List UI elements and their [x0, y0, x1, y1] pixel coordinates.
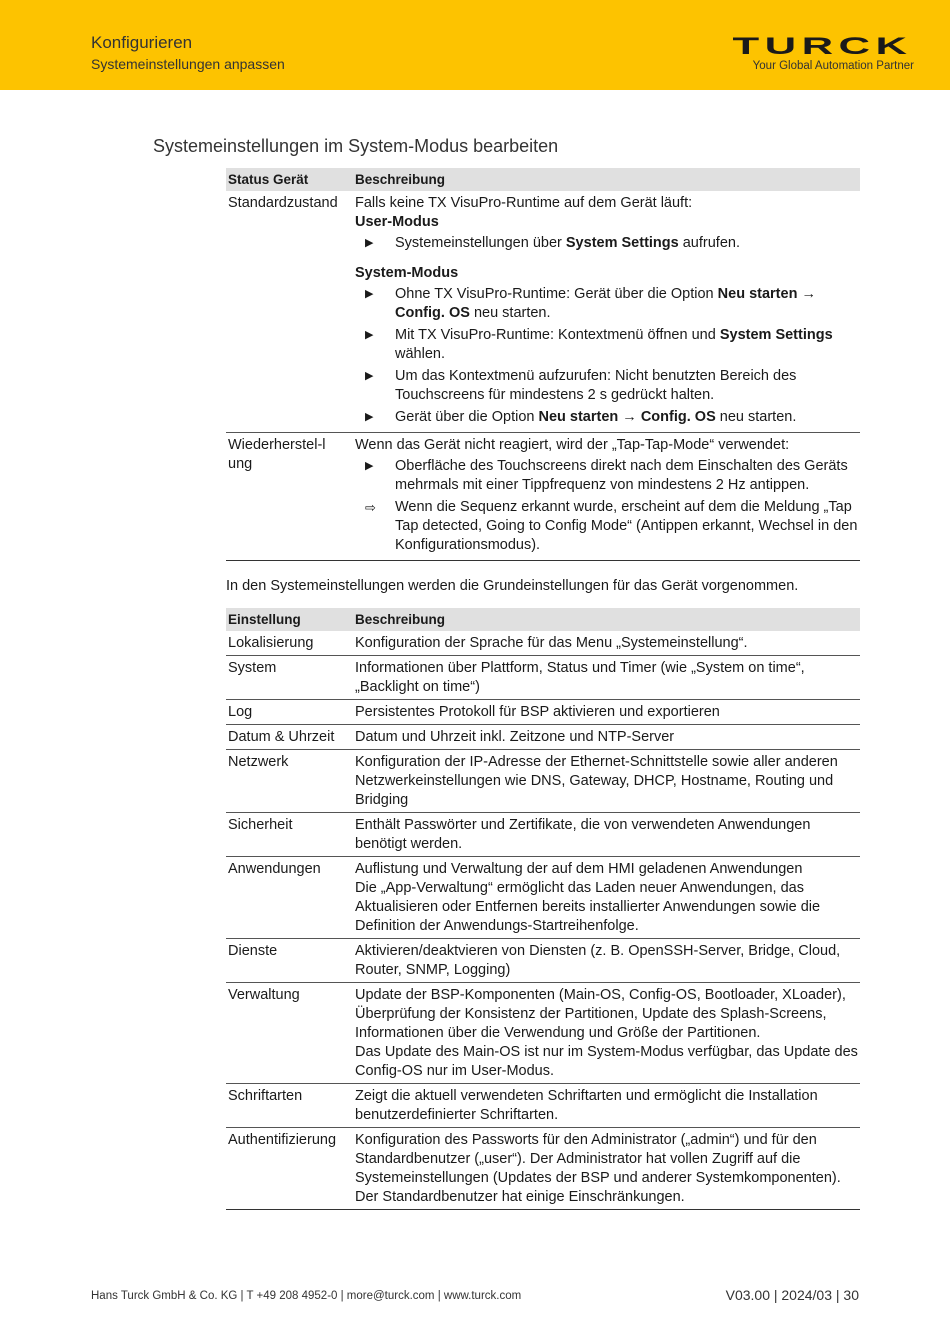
setting-name-cell: Dienste — [228, 943, 278, 959]
setting-name-cell: Netzwerk — [228, 754, 289, 770]
header-setting: Einstellung — [228, 612, 301, 627]
user-mode-heading: User-Modus — [355, 214, 439, 230]
triangle-bullet-icon: ▶ — [365, 288, 374, 300]
table-row — [226, 1084, 860, 1128]
setting-name-cell: System — [228, 660, 277, 676]
setting-description-cell: Zeigt die aktuell verwendeten Schriftarten und ermöglicht die Installation benutzerdefinierter Schriftarten. — [355, 1088, 818, 1123]
setting-description-cell: Konfiguration des Passworts für den Administrator („admin“) und für den Standardbenutzer („user“). Der Administrator hat vollen Zugriff auf die Systemeinstellungen (Updates der BSP und anderer Systemkomponenten). Der Standardbenutzer hat einige Einschränkungen. — [355, 1132, 841, 1205]
description-cell — [355, 194, 860, 430]
status-cell: Wiederherstel-lung — [228, 437, 326, 472]
setting-description-cell: Konfiguration der IP-Adresse der Ethernet-Schnittstelle sowie aller anderen Netzwerkeinstellungen wie DNS, Gateway, DHCP, Hostname, Routing und Bridging — [355, 754, 838, 808]
table-row — [226, 813, 860, 857]
row-intro: Falls keine TX VisuPro-Runtime auf dem Gerät läuft: — [355, 195, 693, 211]
description-cell — [355, 436, 860, 558]
section-title: Systemeinstellungen im System-Modus bearbeiten — [153, 136, 559, 156]
list-item: ▶ Mit TX VisuPro-Runtime: Kontextmenü öffnen und System Settings wählen. — [355, 326, 860, 364]
setting-description-cell: Enthält Passwörter und Zertifikate, die von verwendeten Anwendungen benötigt werden. — [355, 817, 811, 852]
setting-name-cell: Anwendungen — [228, 861, 321, 877]
table-row — [226, 700, 860, 725]
table-row — [226, 725, 860, 750]
setting-name-cell: Log — [228, 704, 253, 720]
status-table — [226, 168, 860, 561]
footer-version: V03.00 | 2024/03 | 30 — [725, 1287, 859, 1303]
list-item: ▶ Gerät über die Option Neu starten → Config. OS neu starten. — [355, 408, 860, 427]
list-item: ▶ Um das Kontextmenü aufzurufen: Nicht benutzten Bereich des Touchscreens für mindestens 2 s gedrückt halten. — [355, 367, 860, 405]
table-row — [226, 631, 860, 656]
table-header — [226, 608, 860, 631]
table-row — [226, 191, 860, 433]
list-item: ▶ Systemeinstellungen über System Settings aufrufen. — [355, 234, 860, 253]
setting-name-cell: Sicherheit — [228, 817, 293, 833]
triangle-bullet-icon: ▶ — [365, 370, 374, 382]
svg-text:TURCK: TURCK — [732, 36, 913, 56]
system-mode-heading: System-Modus — [355, 265, 459, 281]
setting-description-cell: Auflistung und Verwaltung der auf dem HMI geladenen Anwendungen Die „App-Verwaltung“ ermöglicht das Laden neuer Anwendungen, das Aktualisieren oder Entfernen bereits installierter Anwendungen sowie die Definition der Anwendungs-Startreihenfolge. — [355, 861, 821, 934]
table-row — [226, 983, 860, 1084]
list-item: ▶ Ohne TX VisuPro-Runtime: Gerät über die Option Neu starten → Config. OS neu starten. — [355, 285, 860, 323]
footer-contact: Hans Turck GmbH & Co. KG | T +49 208 4952-0 | more@turck.com | www.turck.com — [91, 1290, 522, 1302]
table-row — [226, 1128, 860, 1210]
setting-description-cell: Datum und Uhrzeit inkl. Zeitzone und NTP-Server — [355, 729, 675, 745]
header-description: Beschreibung — [355, 612, 446, 627]
setting-name-cell: Authentifizierung — [228, 1132, 337, 1148]
turck-logo — [731, 36, 914, 56]
setting-name-cell: Lokalisierung — [228, 635, 314, 651]
setting-name-cell: Verwaltung — [228, 987, 300, 1003]
table-row — [226, 656, 860, 700]
triangle-bullet-icon: ▶ — [365, 237, 374, 249]
setting-name-cell: Datum & Uhrzeit — [228, 729, 335, 745]
table-row — [226, 750, 860, 813]
page-header — [0, 0, 950, 90]
setting-description-cell: Update der BSP-Komponenten (Main-OS, Config-OS, Bootloader, XLoader), Überprüfung der Konsistenz der Partitionen, Update des Splash-Screens, Informationen über die Verwendung und Größe der Partitionen. Das Update des Main-OS ist nur im System-Modus verfügbar, das Update des Config-OS nur im User-Modus. — [355, 987, 858, 1079]
settings-table — [226, 608, 860, 1210]
setting-description-cell: Aktivieren/deaktvieren von Diensten (z. B. OpenSSH-Server, Bridge, Cloud, Router, SNMP, Logging) — [355, 943, 841, 978]
setting-description-cell: Konfiguration der Sprache für das Menu „Systemeinstellung“. — [355, 635, 748, 651]
table-row — [226, 433, 860, 561]
setting-name-cell: Schriftarten — [228, 1088, 303, 1104]
header-status: Status Gerät — [228, 172, 309, 187]
list-item: ▶ Oberfläche des Touchscreens direkt nach dem Einschalten des Geräts mehrmals mit einer Tippfrequenz von mindestens 2 Hz antippen. — [355, 457, 860, 495]
setting-description-cell: Informationen über Plattform, Status und Timer (wie „System on time“, „Backlight on time“) — [355, 660, 805, 695]
tagline: Your Global Automation Partner — [752, 60, 914, 72]
status-cell: Standardzustand — [228, 195, 338, 211]
result-arrow-icon: ⇨ — [365, 500, 376, 515]
setting-description-cell: Persistentes Protokoll für BSP aktivieren und exportieren — [355, 704, 720, 720]
header-description: Beschreibung — [355, 172, 446, 187]
triangle-bullet-icon: ▶ — [365, 329, 374, 341]
table-header — [226, 168, 860, 191]
triangle-bullet-icon: ▶ — [365, 460, 374, 472]
header-title: Konfigurieren — [91, 33, 193, 52]
intro-text: In den Systemeinstellungen werden die Grundeinstellungen für das Gerät vorgenommen. — [226, 578, 799, 594]
triangle-bullet-icon: ▶ — [365, 411, 374, 423]
header-subtitle: Systemeinstellungen anpassen — [91, 56, 285, 72]
list-item: ⇨ Wenn die Sequenz erkannt wurde, erscheint auf dem die Meldung „Tap Tap detected, Going to Config Mode“ (Antippen erkannt, Wechsel in den Konfigurationsmodus). — [355, 498, 860, 555]
table-row — [226, 939, 860, 983]
row-intro: Wenn das Gerät nicht reagiert, wird der „Tap-Tap-Mode“ verwendet: — [355, 437, 790, 453]
table-row — [226, 857, 860, 939]
